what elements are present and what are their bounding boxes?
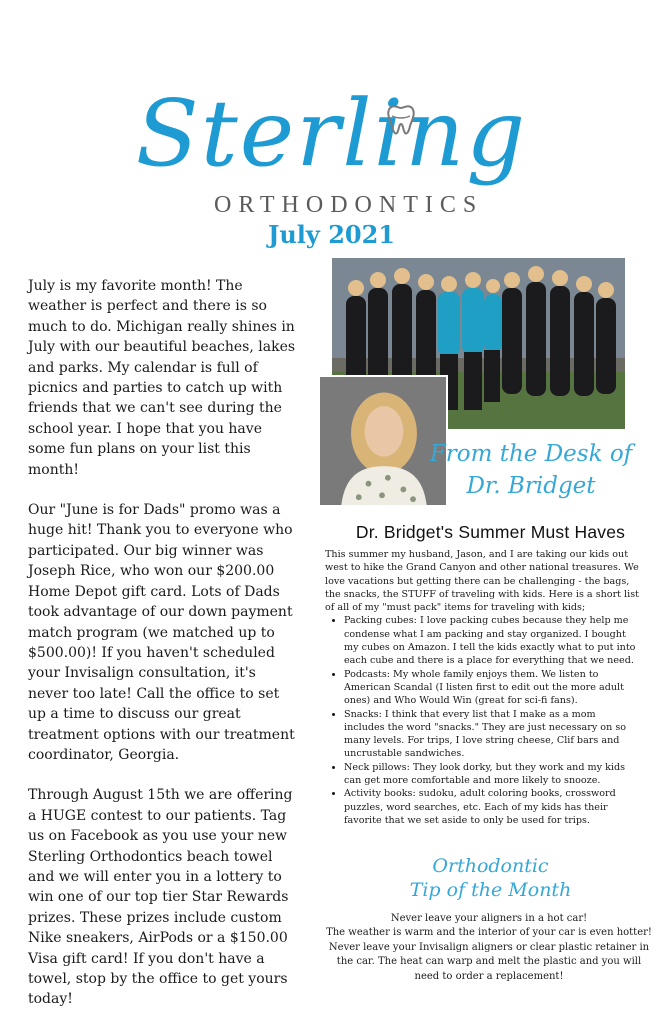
desk-heading-line1: From the Desk of [429, 441, 633, 467]
tip-heading-line1: Orthodontic [432, 855, 549, 877]
must-haves-body [325, 548, 639, 827]
desk-heading [400, 438, 662, 502]
list-item: • Podcasts: My whole family enjoys them. We listen to American Scandal (I listen first to edit out the more adult ones) and Who Would Win (great for sci-fi fans). [344, 668, 639, 708]
tooth-icon [382, 102, 420, 138]
list-item: • Packing cubes: I love packing cubes because they help me condense what I am packing and stay organized. I bought my cubes on Amazon. I tell the kids exactly what to put into each cube and there is a place for everything that we need. [344, 614, 639, 667]
list-item: • Activity books: sudoku, adult coloring books, crossword puzzles, word searches, etc. Each of my kids has their favorite that we set aside to only be used for trips. [344, 787, 639, 827]
paragraph-dads-promo: Our "June is for Dads" promo was a huge hit! Thank you to everyone who participated. Our big winner was Joseph Rice, who won our $200.00 Home Depot gift card. Lots of Dads took advantage of our down payment match program (we matched up to $500.00)! If you haven't scheduled your Invisalign consultation, it's never too late! Call the office to set up a time to discuss our great treatment options with our treatment coordinator, Georgia. [28, 502, 295, 763]
must-haves-list [325, 614, 639, 827]
tip-headline: Never leave your aligners in a hot car! [390, 913, 588, 924]
paragraph-favorite-month: July is my favorite month! The weather is perfect and there is so much to do. Michigan really shines in July with our beautiful beaches, lakes and parks. My calendar is full of picnics and parties to catch up with friends that we can't see during the school year. I hope that you have some fun plans on your list this month! [28, 278, 296, 478]
tip-heading [318, 854, 663, 902]
list-item: • Snacks: I think that every list that I make as a mom includes the word "snacks." They are just necessary on so many levels. For trips, I love string cheese, Clif bars and uncrustable sandwiches. [344, 708, 639, 761]
issue-date: July 2021 [267, 220, 396, 249]
list-item: • Neck pillows: They look dorky, but they work and my kids can get more comfortable and more likely to snooze. [344, 761, 639, 788]
logo-wordmark: Sterling [135, 80, 528, 187]
tip-heading-line2: Tip of the Month [409, 879, 572, 901]
tip-body [326, 912, 652, 984]
must-haves-title: Dr. Bridget's Summer Must Haves [355, 522, 626, 542]
must-haves-intro: This summer my husband, Jason, and I are taking our kids out west to hike the Grand Canyon and other national treasures. We love vacations but getting there can be challenging - the bags, the snacks, the STUFF of traveling with kids. Here is a short list of all of my "must pack" items for traveling with kids; [325, 549, 639, 614]
tip-text: The weather is warm and the interior of your car is even hotter! Never leave your Invisalign aligners or clear plastic retainer in the car. The heat can warp and melt the plastic and you will need to order a replacement! [326, 927, 652, 982]
logo-subtitle: ORTHODONTICS [214, 192, 484, 218]
paragraph-contest: Through August 15th we are offering a HUGE contest to our patients. Tag us on Facebook as you use your new Sterling Orthodontics beach towel and we will enter you in a lottery to win one of our top tier Star Rewards prizes. These prizes include custom Nike sneakers, AirPods or a $150.00 Visa gift card! If you don't have a towel, stop by the office to get yours today! [28, 787, 293, 1008]
desk-heading-line2: Dr. Bridget [466, 473, 596, 499]
sterling-logo [0, 0, 663, 250]
left-column [28, 276, 296, 1030]
